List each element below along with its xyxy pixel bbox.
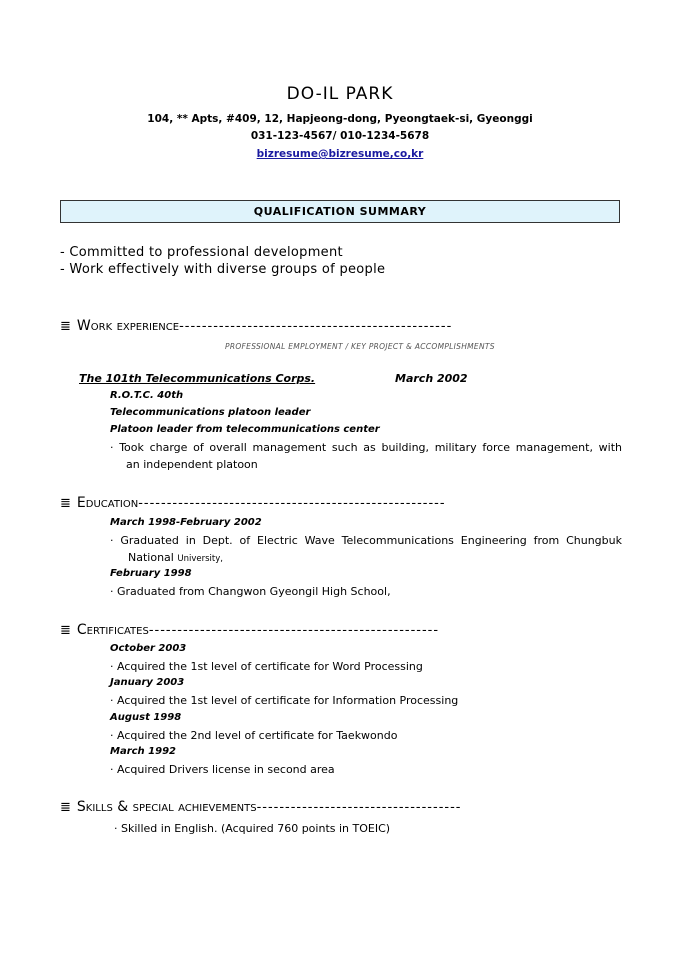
work-desc-line: · Took charge of overall management such as building, military force management, with bbox=[110, 441, 622, 454]
list-icon: ≣ bbox=[60, 799, 71, 815]
section-title: Education bbox=[76, 495, 139, 511]
work-experience-heading bbox=[60, 318, 452, 334]
work-subtitle: PROFESSIONAL EMPLOYMENT / KEY PROJECT & ACCOMPLISHMENTS bbox=[225, 342, 495, 351]
list-icon: ≣ bbox=[60, 495, 71, 511]
certificate-date: January 2003 bbox=[110, 677, 185, 688]
role: Telecommunications platoon leader bbox=[110, 407, 311, 418]
section-title: Work experience bbox=[76, 318, 180, 334]
education-desc-word: University, bbox=[177, 554, 223, 564]
certificate-desc: · Acquired Drivers license in second area bbox=[110, 763, 335, 776]
certificate-date: August 1998 bbox=[110, 712, 182, 723]
work-desc-line: an independent platoon bbox=[126, 458, 258, 471]
email-line bbox=[0, 148, 680, 160]
education-desc: · Graduated from Changwon Gyeongil High School, bbox=[110, 585, 391, 598]
qualification-summary-title: QUALIFICATION SUMMARY bbox=[60, 200, 620, 223]
section-rule: ------------------------------------ bbox=[256, 799, 462, 815]
certificate-date: March 1992 bbox=[110, 746, 176, 757]
phone: 031-123-4567/ 010-1234-5678 bbox=[250, 130, 430, 142]
work-description bbox=[110, 441, 622, 454]
organization: The 101th Telecommunications Corps. bbox=[79, 372, 316, 385]
summary-item: - Committed to professional development bbox=[60, 245, 343, 260]
resume-name: DO-IL PARK bbox=[286, 84, 394, 104]
address: 104, ** Apts, #409, 12, Hapjeong-dong, Pyeongtaek-si, Gyeonggi bbox=[147, 113, 533, 125]
summary-item: - Work effectively with diverse groups of people bbox=[60, 262, 386, 277]
certificate-desc: · Acquired the 1st level of certificate for Word Processing bbox=[110, 660, 423, 673]
section-rule: ------------------------------------------------ bbox=[179, 318, 453, 334]
list-icon: ≣ bbox=[60, 318, 71, 334]
certificates-heading bbox=[60, 622, 439, 638]
education-desc-word: National bbox=[128, 551, 174, 564]
section-title: Skills & special achievements bbox=[76, 799, 257, 815]
section-rule: ------------------------------------------------------ bbox=[138, 495, 446, 511]
education-date: March 1998-February 2002 bbox=[110, 517, 262, 528]
certificate-desc: · Acquired the 1st level of certificate for Information Processing bbox=[110, 694, 459, 707]
education-desc bbox=[110, 534, 622, 547]
skill-item: · Skilled in English. (Acquired 760 points in TOEIC) bbox=[114, 822, 391, 835]
list-icon: ≣ bbox=[60, 622, 71, 638]
section-title: Certificates bbox=[76, 622, 149, 638]
email-link[interactable]: bizresume@bizresume,co,kr bbox=[256, 148, 424, 160]
role: Platoon leader from telecommunications center bbox=[110, 424, 380, 435]
work-date: March 2002 bbox=[395, 372, 468, 385]
certificate-desc: · Acquired the 2nd level of certificate for Taekwondo bbox=[110, 729, 398, 742]
education-desc-line: · Graduated in Dept. of Electric Wave Telecommunications Engineering from Chungbuk bbox=[110, 534, 622, 547]
unit: R.O.T.C. 40th bbox=[110, 390, 184, 401]
section-rule: --------------------------------------------------- bbox=[148, 622, 440, 638]
education-desc-line bbox=[128, 551, 223, 564]
education-date: February 1998 bbox=[110, 568, 192, 579]
skills-heading bbox=[60, 799, 461, 815]
certificate-date: October 2003 bbox=[110, 643, 187, 654]
education-heading bbox=[60, 495, 446, 511]
